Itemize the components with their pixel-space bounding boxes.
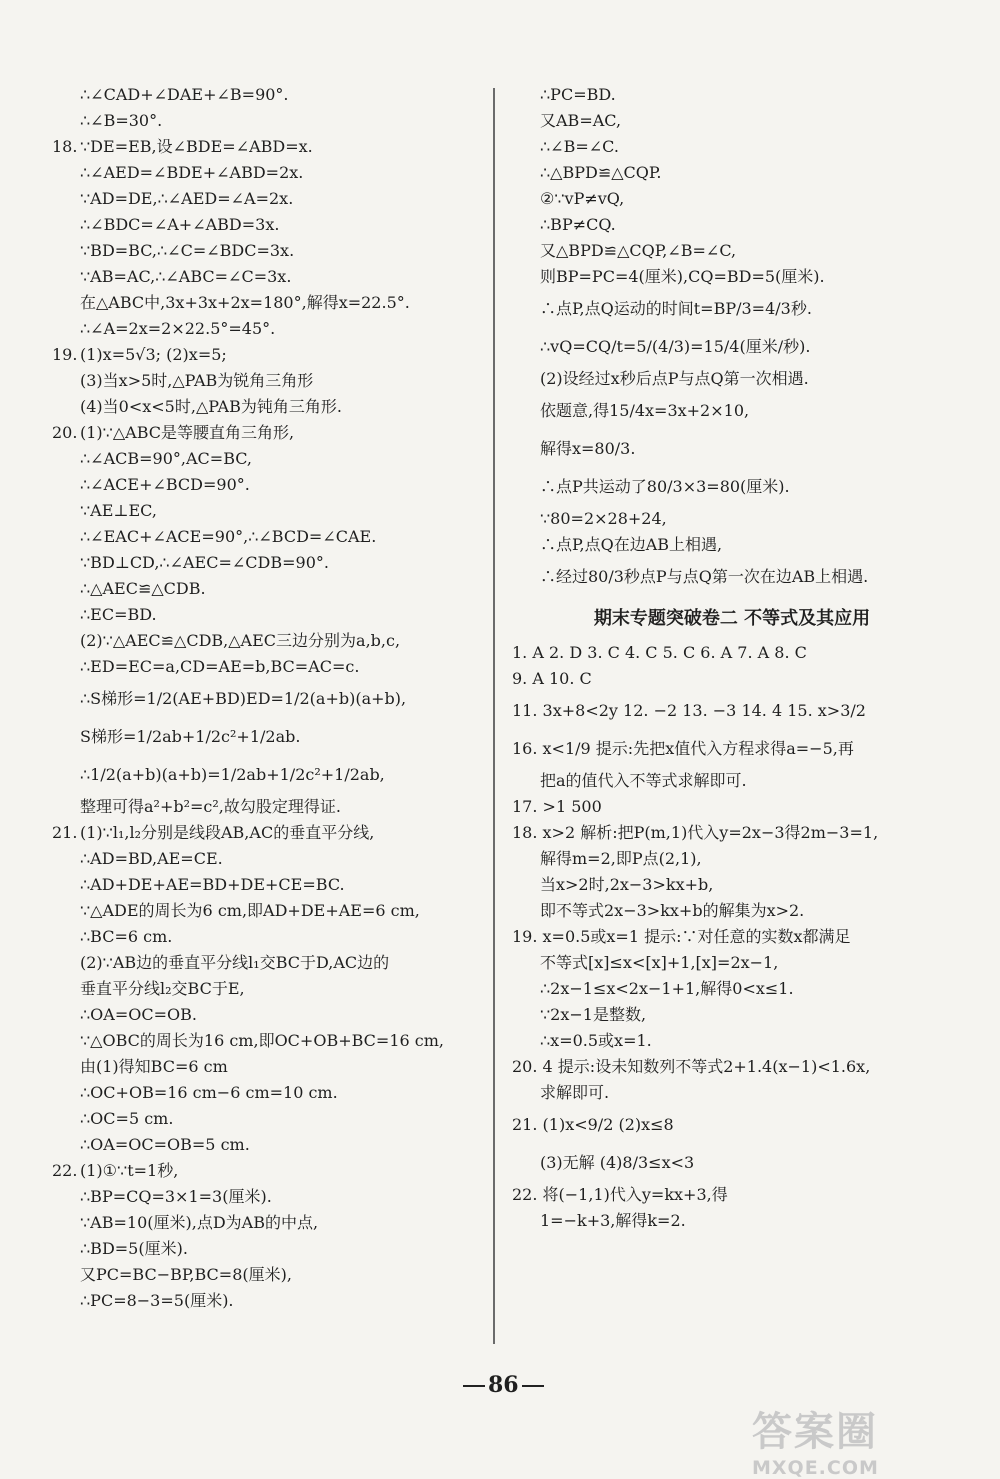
answer-line bbox=[52, 1158, 482, 1184]
line-text: 解得m=2,即P点(2,1), bbox=[540, 849, 702, 868]
line-text: ∵2x−1是整数, bbox=[540, 1005, 647, 1024]
answer-line bbox=[512, 290, 952, 328]
line-text: (2)设经过x秒后点P与点Q第一次相遇. bbox=[540, 369, 809, 388]
left-column bbox=[52, 82, 482, 1314]
line-text: ②∵vP≠vQ, bbox=[540, 189, 625, 208]
answer-line bbox=[512, 666, 952, 692]
line-text: ∴BP≠CQ. bbox=[540, 215, 616, 234]
answer-line bbox=[52, 290, 482, 316]
answer-line bbox=[52, 718, 482, 756]
answer-line bbox=[52, 238, 482, 264]
line-text: ∴BP=CQ=3×1=3(厘米). bbox=[80, 1187, 272, 1206]
answer-line bbox=[512, 238, 952, 264]
answer-line bbox=[512, 1002, 952, 1028]
line-text: 又PC=BC−BP,BC=8(厘米), bbox=[80, 1265, 292, 1284]
answer-line bbox=[52, 524, 482, 550]
line-text: ∴∠EAC+∠ACE=90°,∴∠BCD=∠CAE. bbox=[80, 527, 377, 546]
answer-line bbox=[512, 1208, 952, 1234]
answer-line bbox=[512, 1182, 952, 1208]
line-text: 11. 3x+8<2y 12. −2 13. −3 14. 4 15. x>3/2 bbox=[512, 701, 866, 720]
answer-line bbox=[512, 1080, 952, 1106]
answer-line bbox=[512, 1144, 952, 1182]
line-text: ∴∠CAD+∠DAE+∠B=90°. bbox=[80, 85, 289, 104]
answer-line bbox=[52, 794, 482, 820]
line-text: (3)无解 (4)8/3≤x<3 bbox=[540, 1153, 695, 1172]
answer-line bbox=[52, 950, 482, 976]
answer-line bbox=[52, 654, 482, 680]
line-text: 16. x<1/9 提示:先把x值代入方程求得a=−5,再 bbox=[512, 739, 854, 758]
answer-line bbox=[512, 846, 952, 872]
line-text: ∴经过80/3秒点P与点Q第一次在边AB上相遇. bbox=[540, 567, 869, 586]
answer-line bbox=[512, 430, 952, 468]
answer-line bbox=[52, 680, 482, 718]
line-text: ∴点P,点Q运动的时间t=BP/3=4/3秒. bbox=[540, 299, 812, 318]
answer-line bbox=[512, 468, 952, 506]
line-text: 当x>2时,2x−3>kx+b, bbox=[540, 875, 714, 894]
line-text: ∴PC=BD. bbox=[540, 85, 616, 104]
line-text: 整理可得a²+b²=c²,故勾股定理得证. bbox=[80, 797, 341, 816]
line-text: ∴OC+OB=16 cm−6 cm=10 cm. bbox=[80, 1083, 338, 1102]
line-text: 解得x=80/3. bbox=[540, 439, 636, 458]
answer-line bbox=[52, 394, 482, 420]
line-text: ∵BD⊥CD,∴∠AEC=∠CDB=90°. bbox=[80, 553, 329, 572]
answer-line bbox=[52, 420, 482, 446]
line-text: ∵△OBC的周长为16 cm,即OC+OB+BC=16 cm, bbox=[80, 1031, 444, 1050]
line-text: ∴∠B=∠C. bbox=[540, 137, 619, 156]
answer-line bbox=[512, 1028, 952, 1054]
line-text: ∴点P,点Q在边AB上相遇, bbox=[540, 535, 723, 554]
answer-line bbox=[52, 134, 482, 160]
answer-line bbox=[52, 1132, 482, 1158]
right-column bbox=[512, 82, 952, 1234]
line-text: ∵80=2×28+24, bbox=[540, 509, 667, 528]
line-text: 21. (1)x<9/2 (2)x≤8 bbox=[512, 1115, 674, 1134]
line-text: ∴OA=OC=OB. bbox=[80, 1005, 197, 1024]
answer-line bbox=[512, 506, 952, 532]
answer-line bbox=[52, 846, 482, 872]
line-text: ∵AD=DE,∴∠AED=∠A=2x. bbox=[80, 189, 294, 208]
answer-line bbox=[52, 1262, 482, 1288]
line-text: 求解即可. bbox=[540, 1083, 610, 1102]
line-text: (1)①∵t=1秒, bbox=[80, 1161, 179, 1180]
answer-line bbox=[52, 898, 482, 924]
answer-line bbox=[512, 186, 952, 212]
line-text: S梯形=1/2ab+1/2c²+1/2ab. bbox=[80, 727, 301, 746]
answer-line bbox=[52, 1054, 482, 1080]
answer-line bbox=[52, 602, 482, 628]
line-text: ∴点P共运动了80/3×3=80(厘米). bbox=[540, 477, 790, 496]
answer-line bbox=[52, 108, 482, 134]
line-text: ∵AE⊥EC, bbox=[80, 501, 157, 520]
answer-line bbox=[52, 498, 482, 524]
answer-line bbox=[52, 1210, 482, 1236]
right-block-a bbox=[512, 82, 952, 596]
answer-line bbox=[52, 1184, 482, 1210]
answer-line bbox=[52, 446, 482, 472]
line-text: 垂直平分线l₂交BC于E, bbox=[80, 979, 245, 998]
line-text: 22. 将(−1,1)代入y=kx+3,得 bbox=[512, 1185, 728, 1204]
answer-line bbox=[512, 328, 952, 366]
line-text: 又AB=AC, bbox=[540, 111, 622, 130]
answer-line bbox=[512, 976, 952, 1002]
answer-line bbox=[52, 264, 482, 290]
line-text: 不等式[x]≤x<[x]+1,[x]=2x−1, bbox=[540, 953, 779, 972]
answer-line bbox=[52, 756, 482, 794]
line-text: (1)x=5√3; (2)x=5; bbox=[80, 345, 227, 364]
question-number: 18. bbox=[52, 137, 78, 156]
answer-line bbox=[52, 976, 482, 1002]
answer-line bbox=[52, 1288, 482, 1314]
answer-line bbox=[512, 1106, 952, 1144]
line-text: ∴∠AED=∠BDE+∠ABD=2x. bbox=[80, 163, 304, 182]
line-text: ∴∠A=2x=2×22.5°=45°. bbox=[80, 319, 276, 338]
line-text: ∵AB=AC,∴∠ABC=∠C=3x. bbox=[80, 267, 292, 286]
answer-line bbox=[512, 730, 952, 768]
answer-line bbox=[512, 768, 952, 794]
line-text: (1)∵l₁,l₂分别是线段AB,AC的垂直平分线, bbox=[80, 823, 375, 842]
line-text: 由(1)得知BC=6 cm bbox=[80, 1057, 228, 1076]
answer-line bbox=[52, 212, 482, 238]
line-text: 把a的值代入不等式求解即可. bbox=[540, 771, 747, 790]
line-text: ∴∠B=30°. bbox=[80, 111, 163, 130]
answer-line bbox=[52, 1106, 482, 1132]
line-text: (2)∵△AEC≌△CDB,△AEC三边分别为a,b,c, bbox=[80, 631, 401, 650]
answer-line bbox=[512, 264, 952, 290]
answer-line bbox=[512, 872, 952, 898]
answer-line bbox=[52, 186, 482, 212]
line-text: ∴∠ACB=90°,AC=BC, bbox=[80, 449, 253, 468]
line-text: 则BP=PC=4(厘米),CQ=BD=5(厘米). bbox=[540, 267, 825, 286]
line-text: 在△ABC中,3x+3x+2x=180°,解得x=22.5°. bbox=[80, 293, 410, 312]
answer-line bbox=[512, 108, 952, 134]
answer-line bbox=[512, 950, 952, 976]
question-number: 22. bbox=[52, 1161, 78, 1180]
answer-line bbox=[512, 794, 952, 820]
line-text: 又△BPD≌△CQP,∠B=∠C, bbox=[540, 241, 737, 260]
answer-line bbox=[512, 898, 952, 924]
answer-line bbox=[512, 558, 952, 596]
line-text: ∴∠ACE+∠BCD=90°. bbox=[80, 475, 250, 494]
question-number: 21. bbox=[52, 823, 78, 842]
answer-line bbox=[512, 366, 952, 392]
answer-line bbox=[52, 872, 482, 898]
answer-line bbox=[512, 924, 952, 950]
answer-line bbox=[52, 550, 482, 576]
answer-line bbox=[512, 392, 952, 430]
line-text: (1)∵△ABC是等腰直角三角形, bbox=[80, 423, 295, 442]
answer-line bbox=[52, 576, 482, 602]
line-text: ∴AD+DE+AE=BD+DE+CE=BC. bbox=[80, 875, 345, 894]
answer-line bbox=[52, 368, 482, 394]
line-text: ∴BD=5(厘米). bbox=[80, 1239, 188, 1258]
section-title: 期末专题突破卷二 不等式及其应用 bbox=[593, 608, 871, 629]
line-text: ∵BD=BC,∴∠C=∠BDC=3x. bbox=[80, 241, 295, 260]
answer-line bbox=[52, 1236, 482, 1262]
line-text: ∴S梯形=1/2(AE+BD)ED=1/2(a+b)(a+b), bbox=[80, 689, 407, 708]
page-number: 86 bbox=[460, 1372, 547, 1398]
right-block-b bbox=[512, 640, 952, 1234]
line-text: ∴2x−1≤x<2x−1+1,解得0<x≤1. bbox=[540, 979, 794, 998]
line-text: 即不等式2x−3>kx+b的解集为x>2. bbox=[540, 901, 805, 920]
line-text: ∴1/2(a+b)(a+b)=1/2ab+1/2c²+1/2ab, bbox=[80, 765, 385, 784]
line-text: 1=−k+3,解得k=2. bbox=[540, 1211, 686, 1230]
line-text: (4)当0<x<5时,△PAB为钝角三角形. bbox=[80, 397, 342, 416]
line-text: ∴BC=6 cm. bbox=[80, 927, 173, 946]
answer-line bbox=[52, 472, 482, 498]
line-text: 17. >1 500 bbox=[512, 797, 602, 816]
line-text: ∴vQ=CQ/t=5/(4/3)=15/4(厘米/秒). bbox=[540, 337, 811, 356]
line-text: 19. x=0.5或x=1 提示:∵对任意的实数x都满足 bbox=[512, 927, 851, 946]
line-text: (3)当x>5时,△PAB为锐角三角形 bbox=[80, 371, 314, 390]
answer-line bbox=[52, 820, 482, 846]
line-text: ∴EC=BD. bbox=[80, 605, 157, 624]
line-text: ∴PC=8−3=5(厘米). bbox=[80, 1291, 234, 1310]
answer-line bbox=[512, 134, 952, 160]
watermark-title: 答案圈 bbox=[752, 1409, 878, 1455]
answer-line bbox=[512, 160, 952, 186]
answer-line bbox=[52, 82, 482, 108]
answer-line bbox=[512, 692, 952, 730]
line-text: 18. x>2 解析:把P(m,1)代入y=2x−3得2m−3=1, bbox=[512, 823, 879, 842]
answer-line bbox=[512, 640, 952, 666]
line-text: ∵DE=EB,设∠BDE=∠ABD=x. bbox=[80, 137, 313, 156]
line-text: ∵AB=10(厘米),点D为AB的中点, bbox=[80, 1213, 319, 1232]
line-text: ∴△AEC≌△CDB. bbox=[80, 579, 206, 598]
column-divider bbox=[493, 88, 495, 1344]
answer-line bbox=[512, 82, 952, 108]
line-text: ∴OA=OC=OB=5 cm. bbox=[80, 1135, 250, 1154]
answer-line bbox=[52, 1080, 482, 1106]
answer-line bbox=[52, 342, 482, 368]
watermark-logo bbox=[752, 1400, 992, 1479]
line-text: ∴△BPD≌△CQP. bbox=[540, 163, 662, 182]
answer-line bbox=[512, 532, 952, 558]
question-number: 19. bbox=[52, 345, 78, 364]
line-text: ∴ED=EC=a,CD=AE=b,BC=AC=c. bbox=[80, 657, 360, 676]
line-text: ∵△ADE的周长为6 cm,即AD+DE+AE=6 cm, bbox=[80, 901, 420, 920]
answer-line bbox=[52, 1028, 482, 1054]
watermark-url: MXQE.COM bbox=[752, 1457, 879, 1479]
line-text: ∴OC=5 cm. bbox=[80, 1109, 174, 1128]
answer-line bbox=[512, 1054, 952, 1080]
answer-line bbox=[52, 1002, 482, 1028]
answer-line bbox=[512, 820, 952, 846]
answer-line bbox=[52, 160, 482, 186]
line-text: 9. A 10. C bbox=[512, 669, 592, 688]
answer-line bbox=[52, 316, 482, 342]
answer-line bbox=[52, 924, 482, 950]
answer-line bbox=[52, 628, 482, 654]
line-text: ∴x=0.5或x=1. bbox=[540, 1031, 652, 1050]
line-text: ∴AD=BD,AE=CE. bbox=[80, 849, 223, 868]
line-text: 1. A 2. D 3. C 4. C 5. C 6. A 7. A 8. C bbox=[512, 643, 807, 662]
question-number: 20. bbox=[52, 423, 78, 442]
answer-line bbox=[512, 212, 952, 238]
line-text: ∴∠BDC=∠A+∠ABD=3x. bbox=[80, 215, 280, 234]
line-text: 20. 4 提示:设未知数列不等式2+1.4(x−1)<1.6x, bbox=[512, 1057, 871, 1076]
line-text: (2)∵AB边的垂直平分线l₁交BC于D,AC边的 bbox=[80, 953, 390, 972]
line-text: 依题意,得15/4x=3x+2×10, bbox=[540, 401, 750, 420]
